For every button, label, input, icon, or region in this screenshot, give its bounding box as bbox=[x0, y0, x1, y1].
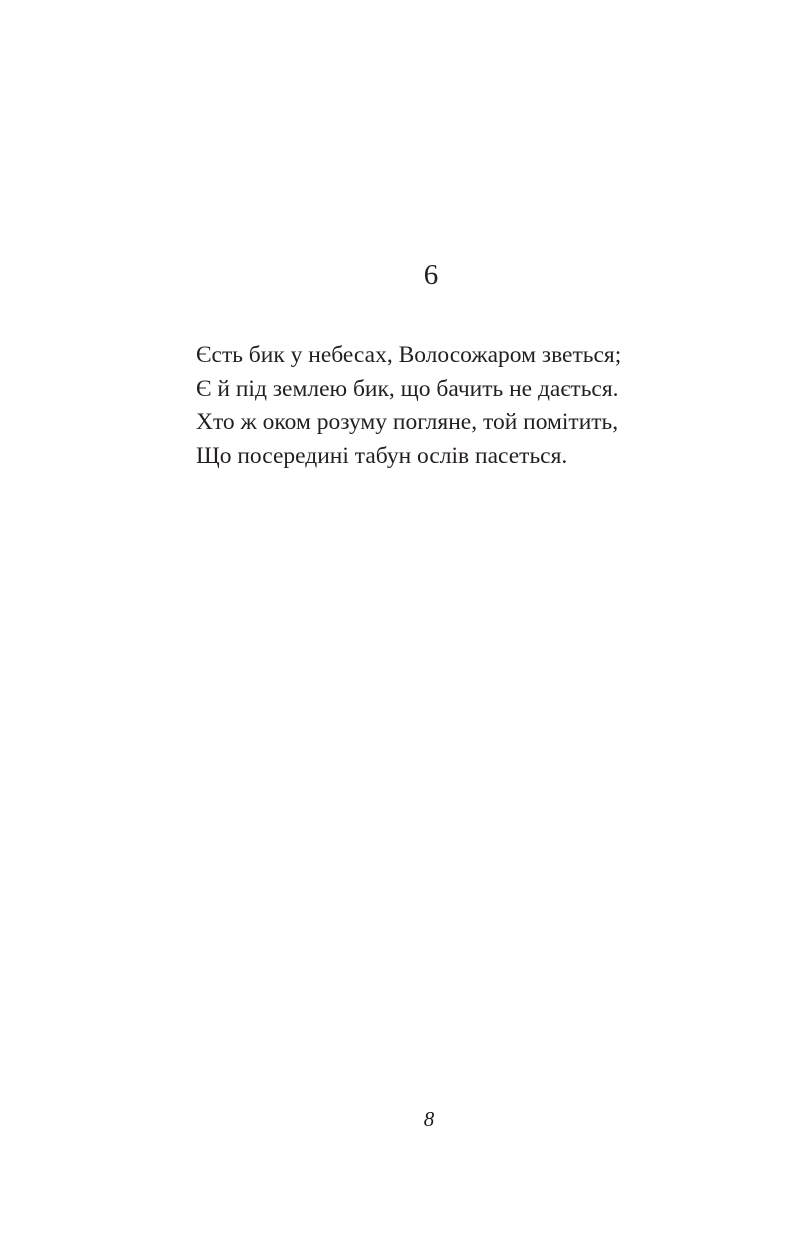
verse-line-2: Є й під землею бик, що бачить не дається. bbox=[196, 375, 619, 402]
section-number: 6 bbox=[423, 259, 439, 291]
page-number: 8 bbox=[423, 1107, 435, 1131]
verse-line-1: Єсть бик у небесах, Волосожаром зветься; bbox=[196, 342, 622, 368]
verse-line-3: Хто ж оком розуму погляне, той помітить, bbox=[196, 409, 619, 435]
poem-stanza bbox=[196, 339, 756, 473]
verse-line-4: Що посередині табун ослів пасеться. bbox=[196, 442, 568, 469]
